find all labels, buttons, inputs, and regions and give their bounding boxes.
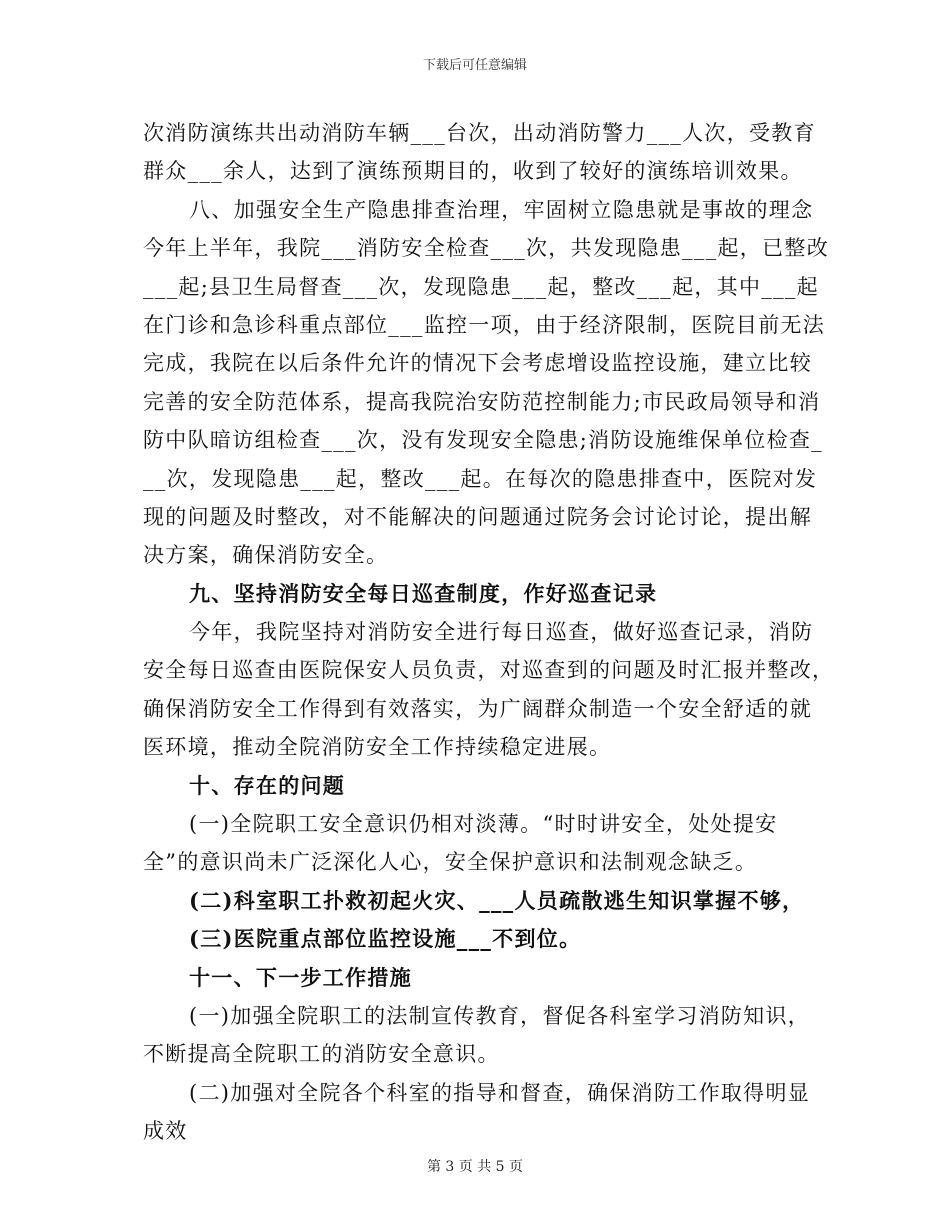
page-header-note: 下载后可任意编辑 xyxy=(422,58,527,73)
section-heading-line: (三)医院重点部位监控设施___不到位。 xyxy=(189,926,582,952)
body-text-line: 医环境，推动全院消防安全工作持续稳定进展。 xyxy=(143,735,612,760)
body-text-line: 成效 xyxy=(143,1119,188,1144)
section-heading-line: (二)科室职工扑救初起火灾、___人员疏散逃生知识掌握不够， xyxy=(189,887,805,913)
body-text-line: 现的问题及时整改，对不能解决的问题通过院务会讨论讨论，提出解 xyxy=(143,504,812,529)
section-heading-line: 十一、下一步工作措施 xyxy=(189,964,412,990)
body-text-line: 全”的意识尚未广泛深化人心，安全保护意识和法制观念缺乏。 xyxy=(143,850,758,875)
body-text-line: (二)加强对全院各个科室的指导和督查，确保消防工作取得明显 xyxy=(189,1080,811,1105)
body-text-line: 确保消防安全工作得到有效落实，为广阔群众制造一个安全舒适的就 xyxy=(143,696,812,721)
section-heading-line: 九、坚持消防安全每日巡查制度，作好巡查记录 xyxy=(189,580,658,606)
body-text-line: 决方案，确保消防安全。 xyxy=(143,543,389,568)
body-text-line: 不断提高全院职工的消防安全意识。 xyxy=(143,1042,500,1067)
body-text-line: 安全每日巡查由医院保安人员负责，对巡查到的问题及时汇报并整改， xyxy=(143,658,835,683)
body-text-line: 完善的安全防范体系，提高我院治安防范控制能力;市民政局领导和消 xyxy=(143,389,821,414)
body-text-line: 在门诊和急诊科重点部位___监控一项，由于经济限制，医院目前无法 xyxy=(143,312,826,337)
body-text-line: 八、加强安全生产隐患排查治理，牢固树立隐患就是事故的理念 xyxy=(189,197,814,222)
document-body xyxy=(143,114,835,1151)
body-text-line: 完成，我院在以后条件允许的情况下会考虑增设监控设施，建立比较 xyxy=(143,351,812,376)
body-text-line: 次消防演练共出动消防车辆___台次，出动消防警力___人次，受教育 xyxy=(143,121,816,145)
page-number-footer: 第 3 页 共 5 页 xyxy=(426,1159,524,1175)
body-text-line: 今年，我院坚持对消防安全进行每日巡查，做好巡查记录，消防 xyxy=(189,620,814,645)
body-text-line: 群众___余人，达到了演练预期目的，收到了较好的演练培训效果。 xyxy=(143,159,803,184)
body-text-line: (一)加强全院职工的法制宣传教育，督促各科室学习消防知识， xyxy=(189,1003,811,1028)
body-text-line: 今年上半年，我院___消防安全检查___次，共发现隐患___起，已整改 xyxy=(143,236,829,261)
body-text-line: 防中队暗访组检查___次，没有发现安全隐患;消防设施维保单位检查_ xyxy=(143,428,823,453)
body-text-line: ___起;县卫生局督查___次，发现隐患___起，整改___起，其中___起 xyxy=(143,274,819,299)
body-text-line: (一)全院职工安全意识仍相对淡薄。“时时讲安全，处处提安 xyxy=(189,812,778,837)
section-heading-line: 十、存在的问题 xyxy=(189,772,346,798)
body-text-line: __次，发现隐患___起，整改___起。在每次的隐患排查中，医院对发 xyxy=(143,466,818,491)
